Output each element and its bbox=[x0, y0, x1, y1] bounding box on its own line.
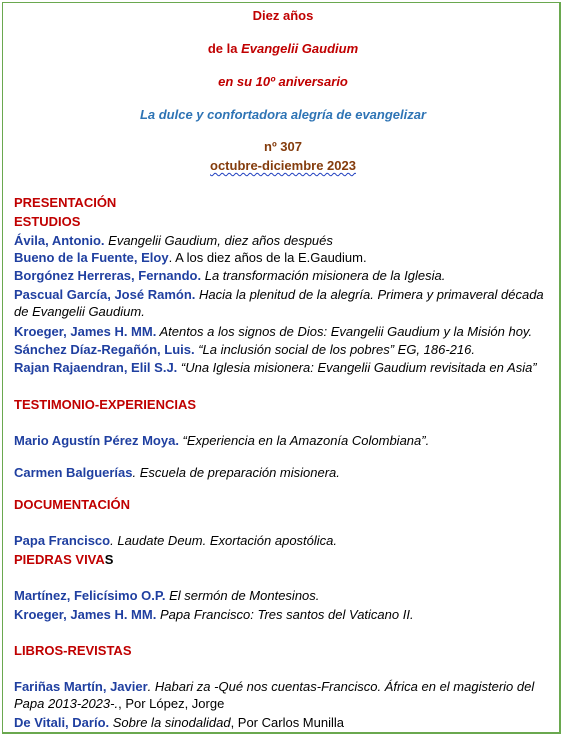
header-line2-title: Evangelii Gaudium bbox=[241, 41, 359, 56]
entry-author: Borgónez Herreras, Fernando. bbox=[14, 268, 202, 283]
entry-author: Bueno de la Fuente, Eloy bbox=[14, 250, 169, 265]
header-subtitle: La dulce y confortadora alegría de evangelizar bbox=[139, 107, 427, 122]
section-estudios: ESTUDIOS bbox=[14, 214, 81, 229]
list-item bbox=[14, 464, 340, 481]
entry-author: Kroeger, James H. MM. bbox=[14, 324, 157, 339]
entry-title: . A los diez años de la E.Gaudium. bbox=[168, 250, 367, 265]
entry-title: . Escuela de preparación misionera. bbox=[132, 465, 340, 480]
issue-number: nº 307 bbox=[264, 139, 302, 154]
entry-author: Sánchez Díaz-Regañón, Luis. bbox=[14, 342, 195, 357]
section-documentacion: DOCUMENTACIÓN bbox=[14, 497, 131, 512]
entry-title: Papa Francisco: Tres santos del Vaticano II. bbox=[156, 607, 414, 622]
section-piedras-label: PIEDRAS VIVA bbox=[14, 552, 105, 567]
header-line2 bbox=[0, 41, 566, 56]
section-piedras-last-letter: S bbox=[104, 552, 114, 567]
entry-author: Martínez, Felicísimo O.P. bbox=[14, 588, 166, 603]
list-item bbox=[14, 286, 554, 320]
entry-author: Papa Francisco bbox=[14, 533, 111, 548]
issue-date bbox=[0, 158, 566, 173]
entry-author: Kroeger, James H. MM. bbox=[14, 607, 157, 622]
entry-title: Hacia la plenitud de la alegría. Primera y primaveral década de Evangelii Gaudium. bbox=[14, 287, 544, 319]
section-libros: LIBROS-REVISTAS bbox=[14, 643, 132, 658]
entry-author: De Vitali, Darío. bbox=[14, 715, 110, 730]
entry-reviewer: , Por Carlos Munilla bbox=[230, 715, 344, 730]
entry-author: Ávila, Antonio. bbox=[14, 233, 105, 248]
header-line3: en su 10º aniversario bbox=[218, 74, 348, 89]
list-item bbox=[14, 432, 429, 449]
entry-author: Rajan Rajaendran, Elil S.J. bbox=[14, 360, 178, 375]
list-item bbox=[14, 323, 532, 340]
entry-author: Fariñas Martín, Javier bbox=[14, 679, 148, 694]
list-item bbox=[14, 341, 475, 358]
entry-title: . Laudate Deum. Exortación apostólica. bbox=[110, 533, 338, 548]
entry-author: Pascual García, José Ramón. bbox=[14, 287, 196, 302]
list-item bbox=[14, 678, 554, 712]
list-item bbox=[14, 267, 445, 284]
list-item bbox=[14, 606, 414, 623]
list-item bbox=[14, 249, 367, 266]
entry-title: “Una Iglesia misionera: Evangelii Gaudium revisitada en Asia” bbox=[177, 360, 537, 375]
entry-title: . Habari za -Qué nos cuentas-Francisco. África en el magisterio del Papa 2013-2023-. bbox=[14, 679, 535, 711]
entry-title: Evangelii Gaudium, diez años después bbox=[104, 233, 333, 248]
entry-author: Mario Agustín Pérez Moya. bbox=[14, 433, 179, 448]
entry-title: Atentos a los signos de Dios: Evangelii Gaudium y la Misión hoy. bbox=[156, 324, 533, 339]
entry-title: “Experiencia en la Amazonía Colombiana”. bbox=[178, 433, 430, 448]
section-testimonio: TESTIMONIO-EXPERIENCIAS bbox=[14, 397, 197, 412]
header-line1: Diez años bbox=[252, 8, 314, 23]
entry-author: Carmen Balguerías bbox=[14, 465, 133, 480]
issue-date-text: octubre-diciembre 2023 bbox=[210, 158, 356, 173]
list-item bbox=[14, 232, 333, 249]
list-item bbox=[14, 532, 337, 549]
section-presentacion: PRESENTACIÓN bbox=[14, 195, 117, 210]
entry-title: El sermón de Montesinos. bbox=[165, 588, 320, 603]
list-item bbox=[14, 714, 344, 731]
entry-title: La transformación misionera de la Iglesia. bbox=[201, 268, 446, 283]
section-piedras-vivas bbox=[14, 552, 113, 567]
list-item bbox=[14, 359, 537, 376]
list-item bbox=[14, 587, 319, 604]
entry-title: Sobre la sinodalidad bbox=[109, 715, 231, 730]
header-line2-prefix: de la bbox=[207, 41, 242, 56]
entry-title: “La inclusión social de los pobres” EG, 186-216. bbox=[194, 342, 475, 357]
entry-reviewer: , Por López, Jorge bbox=[118, 696, 225, 711]
